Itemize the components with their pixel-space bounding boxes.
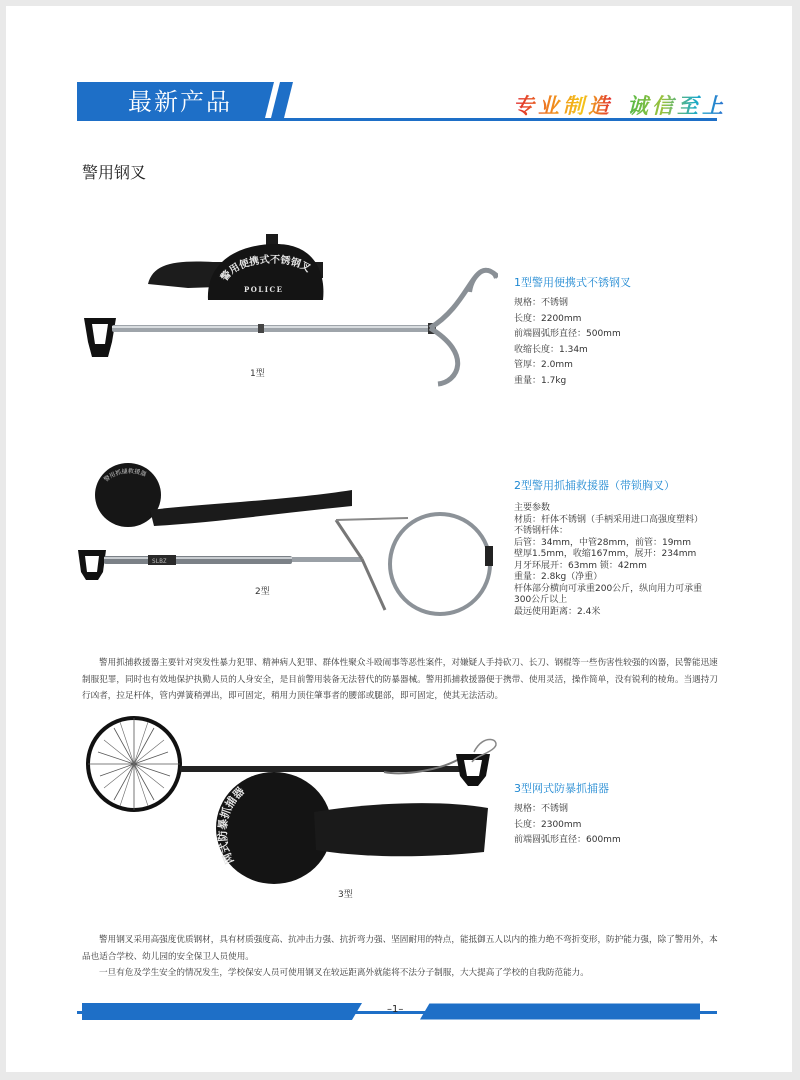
product-1-bag	[148, 234, 323, 300]
spec-line: 前端圆弧形直径：600mm	[514, 835, 621, 845]
spec-line: 不锈钢杆体：	[514, 526, 569, 536]
spec-line: 规格：不锈钢	[514, 298, 569, 308]
paragraph-text: 警用抓捕救援器主要针对突发性暴力犯罪、精神病人犯罪、群体性聚众斗殴闹事等恶性案件，对嫌疑人手持砍刀、长刀、钢棍等一些伤害性较强的凶器，民警能迅速制服犯罪，同时也有效地保护执勤人员的人身安全，是目前警用装备无法替代的防暴器械。警用抓捕救援器便于携带、使用灵活，操作简单，没有锐利的棱角。当遇持刀行凶者，拉足杆体，管内弹簧稍弹出，即可固定，稍用力顶住肇事者的腰部或腿部，即可固定，使其无法活动。	[82, 658, 718, 701]
product-2-bag-text: 警用抓捕救援器	[102, 467, 148, 484]
product-1-image	[78, 232, 498, 392]
spec-line: 收缩长度：1.34m	[514, 344, 588, 355]
spec-line: 重量：1.7kg	[514, 375, 567, 386]
spec-line: 最远使用距离：2.4米	[514, 606, 601, 617]
product-3-net	[88, 718, 180, 810]
product-3-caption: 3型	[338, 890, 353, 900]
product-2-image	[70, 460, 500, 620]
spec-line: 前端圆弧形直径：500mm	[514, 329, 621, 339]
product-1-bag-text: 警用便携式不锈钢叉	[219, 254, 313, 284]
product-3-title: 3型网式防暴抓捕器	[514, 782, 609, 795]
spec-line: 重量：2.8kg（净重）	[514, 572, 603, 582]
section-title: 警用钢叉	[82, 163, 147, 182]
spec-line: 管厚：2.0mm	[514, 360, 573, 370]
spec-line: 主要参数	[514, 503, 551, 513]
spec-line: 长度：2200mm	[514, 313, 582, 324]
product-1-bag-label: POLICE	[244, 285, 284, 294]
spec-line: 300公斤以上	[514, 595, 568, 605]
paragraph-text: 一旦有危及学生安全的情况发生，学校保安人员可使用钢叉在较远距离外就能将不法分子制服，大大提高了学校的自我防范能力。	[99, 968, 589, 978]
slogan-integrity: 诚信至上	[627, 90, 727, 120]
spec-line: 长度：2300mm	[514, 819, 582, 830]
footer-bar-left	[82, 1003, 362, 1020]
description-paragraph-1	[82, 655, 718, 705]
description-paragraph-2	[82, 932, 718, 982]
spec-line: 壁厚1.5mm，收缩167mm，展开：234mm	[514, 549, 697, 559]
spec-line: 材质：杆体不锈钢（手柄采用进口高强度塑料）	[514, 514, 704, 525]
product-1-spec	[514, 276, 631, 389]
product-1-caption: 1型	[250, 369, 265, 379]
product-1-title: 1型警用便携式不锈钢叉	[514, 276, 631, 289]
product-2-bag	[95, 463, 352, 527]
spec-line: 杆体部分横向可承重200公斤，纵向用力可承重	[514, 583, 703, 594]
header-rule	[77, 118, 717, 121]
product-2-title: 2型警用抓捕救援器（带锁胸叉）	[514, 479, 675, 492]
product-2-spec	[514, 479, 703, 618]
paragraph-text: 警用钢叉采用高强度优质钢材，具有材质强度高、抗冲击力强、抗折弯力强、坚固耐用的特点，能抵御五人以内的推力绝不弯折变形，防护能力强，除了警用外，本品也适合学校、幼儿园的安全保卫人员使用。	[82, 935, 718, 962]
footer-bar-right	[420, 1003, 700, 1020]
header-title: 最新产品	[128, 88, 232, 116]
product-3-bag	[215, 772, 488, 884]
product-3-image	[84, 712, 504, 892]
product-2-caption: 2型	[255, 587, 270, 597]
slogan-professional: 专业制造	[513, 90, 613, 120]
spec-line: 月牙环展开：63mm 锁：42mm	[514, 560, 647, 571]
product-3-spec	[514, 782, 621, 849]
product-3-bag-text: 网式防暴抓捕器	[216, 784, 248, 866]
spec-line: 规格：不锈钢	[514, 804, 569, 814]
product-2-handle-mark: SLBZ	[152, 558, 167, 565]
page-number: –1–	[387, 1004, 404, 1015]
spec-line: 后管：34mm，中管28mm，前管：19mm	[514, 537, 691, 548]
